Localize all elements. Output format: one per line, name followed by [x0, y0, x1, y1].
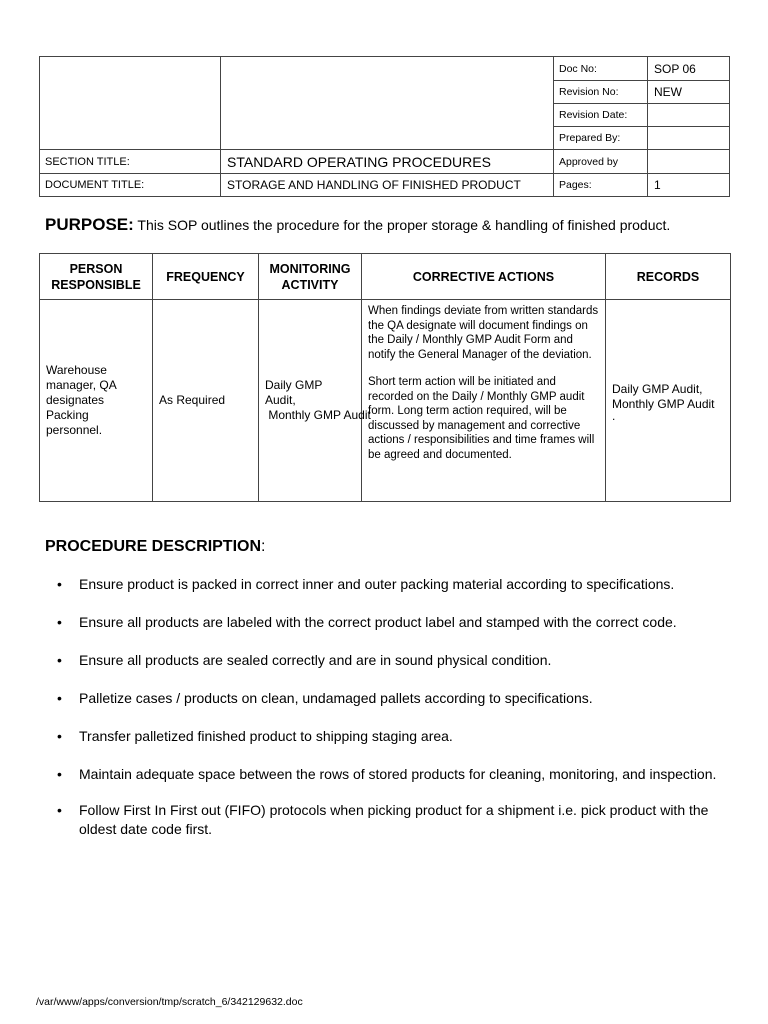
doc-no-label: Doc No:: [554, 57, 648, 81]
activity-line: Daily GMP Audit,: [265, 378, 323, 407]
corrective-paragraph: When findings deviate from written standards the QA designate will document findings on the Daily / Monthly GMP Audit Form and notify the General Manager of the deviation.: [368, 305, 599, 361]
revision-date-label: Revision Date:: [554, 104, 648, 127]
corrective-paragraph: Short term action will be initiated and recorded on the Daily / Monthly GMP audit form. Long term action required, will be discussed by management and corrective actions / responsibilities and time frames will be agreed and documented.: [368, 376, 595, 461]
procedure-list: [55, 575, 745, 839]
list-item: • Transfer palletized finished product to shipping staging area.: [55, 727, 745, 746]
logo-cell: [40, 57, 221, 150]
revision-no-value: NEW: [648, 81, 730, 104]
header-blank-cell: [221, 57, 554, 150]
list-item: • Follow First In First out (FIFO) protocols when picking product for a shipment i.e. pick product with the oldest date code first.: [55, 801, 745, 839]
column-header-records: RECORDS: [606, 254, 731, 300]
column-header-frequency: FREQUENCY: [153, 254, 259, 300]
records-line: Monthly GMP Audit: [612, 396, 715, 411]
list-item: • Ensure all products are labeled with the correct product label and stamped with the correct code.: [55, 613, 745, 632]
list-item: • Maintain adequate space between the rows of stored products for cleaning, monitoring, and inspection.: [55, 765, 745, 784]
records-cell: [606, 300, 731, 502]
activity-line: Monthly GMP Audit: [265, 408, 371, 422]
purpose-heading: PURPOSE:: [45, 215, 134, 234]
pages-label: Pages:: [554, 174, 648, 197]
prepared-by-label: Prepared By:: [554, 127, 648, 150]
monitoring-activity-cell: [259, 300, 371, 502]
column-header-person-responsible: PERSON RESPONSIBLE: [40, 254, 153, 300]
list-item: • Palletize cases / products on clean, undamaged pallets according to specifications.: [55, 689, 745, 708]
monitoring-table: [39, 253, 731, 502]
document-header-table: [39, 56, 730, 197]
procedure-title-text: PROCEDURE DESCRIPTION: [45, 538, 262, 555]
person-responsible-cell: Warehouse manager, QA designates Packing personnel.: [40, 300, 153, 502]
frequency-cell: As Required: [153, 300, 259, 502]
column-header-monitoring-activity: MONITORING ACTIVITY: [259, 254, 362, 300]
revision-date-value: [648, 104, 730, 127]
document-title-label: DOCUMENT TITLE:: [40, 174, 221, 197]
document-title-value: STORAGE AND HANDLING OF FINISHED PRODUCT: [221, 174, 554, 197]
records-line: .: [612, 408, 616, 423]
purpose-statement: [45, 215, 745, 235]
file-path-footer: /var/www/apps/conversion/tmp/scratch_6/342129632.doc: [36, 996, 303, 1008]
section-title-label: SECTION TITLE:: [40, 150, 221, 174]
purpose-text: This SOP outlines the procedure for the proper storage & handling of finished product.: [133, 217, 671, 233]
procedure-title: [45, 538, 265, 556]
approved-by-label: Approved by: [554, 150, 648, 174]
corrective-actions-cell: [362, 300, 606, 502]
records-line: Daily GMP Audit,: [612, 381, 703, 396]
prepared-by-value: [648, 127, 730, 150]
section-title-value: STANDARD OPERATING PROCEDURES: [221, 150, 554, 174]
approved-by-value: [648, 150, 730, 174]
pages-value: 1: [648, 174, 730, 197]
column-header-corrective-actions: CORRECTIVE ACTIONS: [362, 254, 606, 300]
list-item: • Ensure all products are sealed correctly and are in sound physical condition.: [55, 651, 745, 670]
revision-no-label: Revision No:: [554, 81, 648, 104]
doc-no-value: SOP 06: [648, 57, 730, 81]
list-item: • Ensure product is packed in correct inner and outer packing material according to specifications.: [55, 575, 745, 594]
table-row: [40, 300, 731, 502]
procedure-title-colon: :: [261, 538, 266, 555]
